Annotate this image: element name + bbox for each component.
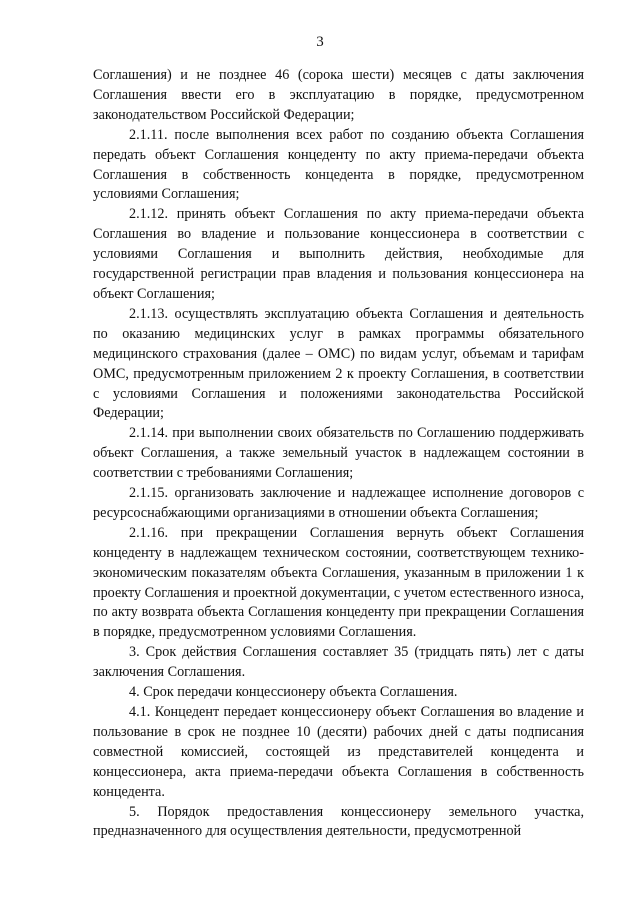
page-number: 3: [316, 34, 324, 50]
paragraph-2-1-13: 2.1.13. осуществлять эксплуатацию объекта Соглашения и деятельность по оказанию медицинских услуг в рамках программы обязательного медицинского страхования (далее – ОМС) по видам услуг, объемам и тарифам ОМС, предусмотренным приложением 2 к проекту Соглашения, в соответствии с условиями Соглашения и положениями законодательства Российской Федерации;: [93, 305, 584, 422]
paragraph-2-1-16: 2.1.16. при прекращении Соглашения вернуть объект Соглашения концеденту в надлежащем техническом состоянии, соответствующем технико-экономическим показателям объекта Соглашения, указанным в приложении 1 к проекту Соглашения и проектной документации, с учетом естественного износа, по акту возврата объекта Соглашения концеденту при прекращении Соглашения в порядке, предусмотренном условиями Соглашения.: [93, 524, 584, 641]
paragraph-4: 4. Срок передачи концессионеру объекта Соглашения.: [129, 684, 458, 701]
paragraph-continuation: Соглашения) и не позднее 46 (сорока шести) месяцев с даты заключения Соглашения ввести его в эксплуатацию в порядке, предусмотренном законодательством Российской Федерации;: [93, 67, 584, 123]
paragraph-3: 3. Срок действия Соглашения составляет 35 (тридцать пять) лет с даты заключения Соглашения.: [93, 644, 584, 681]
paragraph-2-1-11: 2.1.11. после выполнения всех работ по созданию объекта Соглашения передать объект Соглашения концеденту по акту приема-передачи объекта Соглашения в собственность концедента в порядке, предусмотренном условиями Соглашения;: [93, 126, 584, 203]
paragraph-4-1: 4.1. Концедент передает концессионеру объект Соглашения во владение и пользование в срок не позднее 10 (десяти) рабочих дней с даты подписания совместной комиссией, состоящей из представителей концедента и концессионера, акта приема-передачи объекта Соглашения в собственность концедента.: [93, 704, 584, 800]
paragraph-2-1-12: 2.1.12. принять объект Соглашения по акту приема-передачи объекта Соглашения во владение и пользование концессионера в соответствии с условиями Соглашения и выполнить действия, необходимые для государственной регистрации прав владения и пользования концессионера на объект Соглашения;: [93, 206, 584, 302]
paragraph-2-1-14: 2.1.14. при выполнении своих обязательств по Соглашению поддерживать объект Соглашения, а также земельный участок в надлежащем состоянии в соответствии с требованиями Соглашения;: [93, 425, 584, 482]
document-body: [93, 66, 584, 842]
paragraph-2-1-15: 2.1.15. организовать заключение и надлежащее исполнение договоров с ресурсоснабжающими организациями в отношении объекта Соглашения;: [93, 485, 584, 521]
paragraph-5: 5. Порядок предоставления концессионеру земельного участка, предназначенного для осуществления деятельности, предусмотренной: [93, 803, 584, 840]
